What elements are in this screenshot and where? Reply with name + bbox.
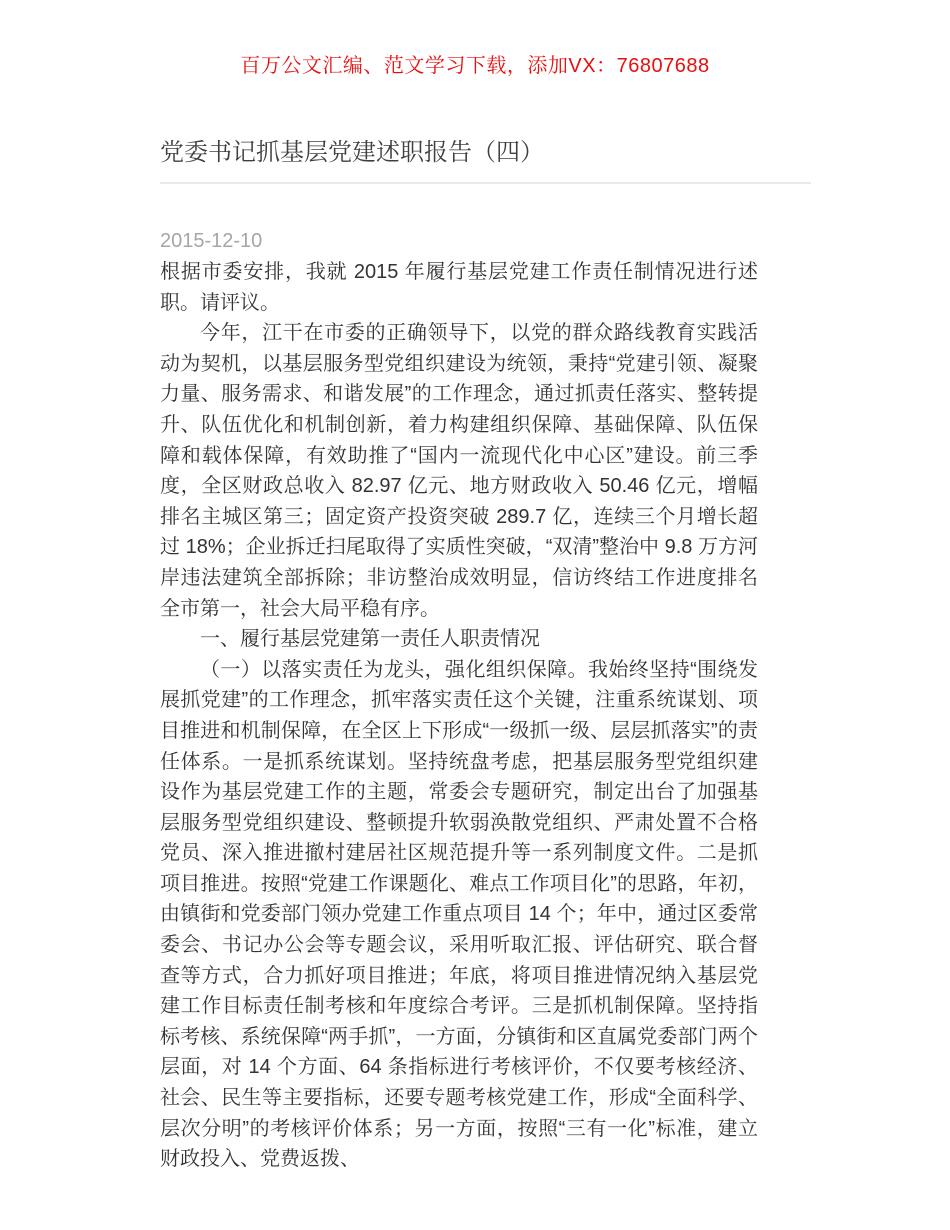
article-date: 2015-12-10	[160, 230, 263, 252]
page-title: 党委书记抓基层党建述职报告（四）	[160, 139, 544, 166]
promo-banner: 百万公文汇编、范文学习下载，添加VX：76807688	[240, 55, 710, 77]
paragraph-intro: 根据市委安排，我就 2015 年履行基层党建工作责任制情况进行述职。请评议。	[160, 261, 758, 314]
article	[160, 138, 811, 1175]
section-heading-one: 一、履行基层党建第一责任人职责情况	[200, 628, 540, 651]
paragraph-section-one-item-one: （一）以落实责任为龙头，强化组织保障。我始终坚持“围绕发展抓党建”的工作理念，抓牢落实责任这个关键，注重系统谋划、项目推进和机制保障，在全区上下形成“一级抓一级、层层抓落实”的责任体系。一是抓系统谋划。坚持统盘考虑，把基层服务型党组织建设作为基层党建工作的主题，常委会专题研究，制定出台了加强基层服务型党组织建设、整顿提升软弱涣散党组织、严肃处置不合格党员、深入推进撤村建居社区规范提升等一系列制度文件。二是抓项目推进。按照“党建工作课题化、难点工作项目化”的思路，年初，由镇街和党委部门领办党建工作重点项目 14 个；年中，通过区委常委会、书记办公会等专题会议，采用听取汇报、评估研究、联合督查等方式，合力抓好项目推进；年底，将项目推进情况纳入基层党建工作目标责任制考核和年度综合考评。三是抓机制保障。坚持指标考核、系统保障“两手抓”，一方面，分镇街和区直属党委部门两个层面，对 14 个方面、64 条指标进行考核评价，不仅要考核经济、社会、民生等主要指标，还要专题考核党建工作，形成“全面科学、层次分明”的考核评价体系；另一方面，按照“三有一化”标准，建立财政投入、党费返拨、	[160, 658, 758, 1171]
title-divider	[160, 182, 811, 184]
paragraph-overview: 今年，江干在市委的正确领导下，以党的群众路线教育实践活动为契机，以基层服务型党组织建设为统领，秉持“党建引领、凝聚力量、服务需求、和谐发展”的工作理念，通过抓责任落实、整转提升、队伍优化和机制创新，着力构建组织保障、基础保障、队伍保障和载体保障，有效助推了“国内一流现代化中心区”建设。前三季度，全区财政总收入 82.97 亿元、地方财政收入 50.46 亿元，增幅排名主城区第三；固定资产投资突破 289.7 亿，连续三个月增长超过 18%；企业拆迁扫尾取得了实质性突破，“双清”整治中 9.8 万方河岸违法建筑全部拆除；非访整治成效明显，信访终结工作进度排名全市第一，社会大局平稳有序。	[160, 322, 758, 620]
